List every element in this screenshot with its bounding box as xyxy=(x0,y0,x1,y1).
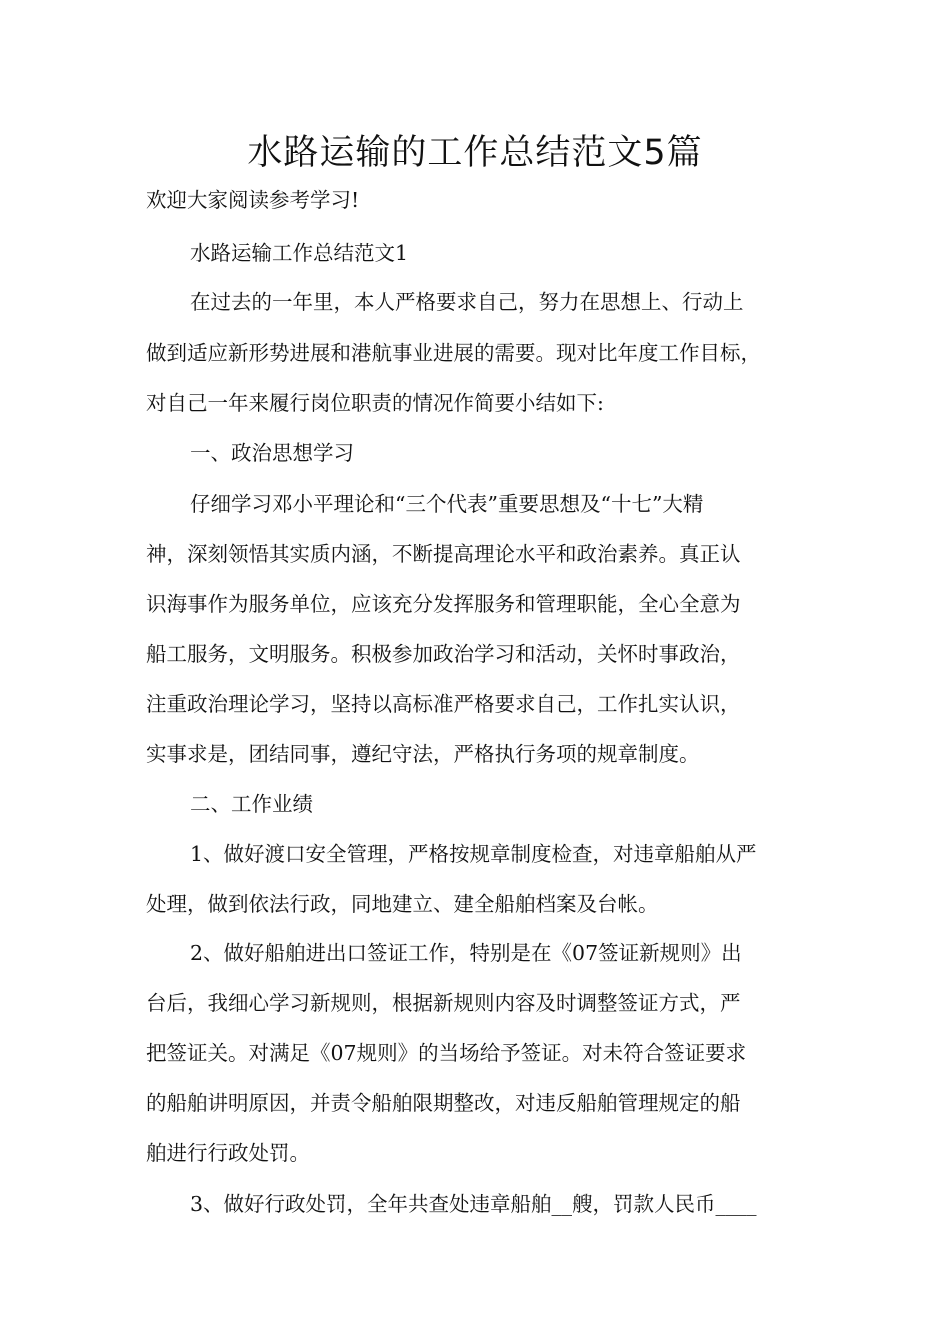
document-title: 水路运输的工作总结范文5篇 xyxy=(247,133,703,173)
paragraph-line: 在过去的一年里，本人严格要求自己，努力在思想上、行动上 xyxy=(190,290,744,314)
paragraph-line: 注重政治理论学习，坚持以高标准严格要求自己，工作扎实认识， xyxy=(146,692,741,716)
paragraph-line: 3、做好行政处罚，全年共查处违章船舶__艘，罚款人民币____ xyxy=(190,1192,757,1216)
paragraph-line: 1、做好渡口安全管理，严格按规章制度检查，对违章船舶从严 xyxy=(190,842,757,866)
heading-work-achievements: 二、工作业绩 xyxy=(190,792,313,816)
paragraph-line: 识海事作为服务单位，应该充分发挥服务和管理职能，全心全意为 xyxy=(146,592,741,616)
paragraph-line: 处理，做到依法行政，同地建立、建全船舶档案及台帐。 xyxy=(146,892,659,916)
section-title: 水路运输工作总结范文1 xyxy=(190,241,409,265)
greeting-text: 欢迎大家阅读参考学习! xyxy=(146,188,360,212)
paragraph-line: 做到适应新形势进展和港航事业进展的需要。现对比年度工作目标， xyxy=(146,341,761,365)
paragraph-line: 舶进行行政处罚。 xyxy=(146,1141,310,1165)
paragraph-line: 对自己一年来履行岗位职责的情况作简要小结如下: xyxy=(146,391,604,415)
heading-political-study: 一、政治思想学习 xyxy=(190,441,354,465)
paragraph-line: 2、做好船舶进出口签证工作，特别是在《07签证新规则》出 xyxy=(190,941,742,965)
paragraph-line: 仔细学习邓小平理论和“三个代表”重要思想及“十七”大精 xyxy=(190,492,704,516)
paragraph-line: 神，深刻领悟其实质内涵，不断提高理论水平和政治素养。真正认 xyxy=(146,542,741,566)
paragraph-line: 船工服务，文明服务。积极参加政治学习和活动，关怀时事政治， xyxy=(146,642,741,666)
paragraph-line: 把签证关。对满足《07规则》的当场给予签证。对未符合签证要求 xyxy=(146,1041,747,1065)
paragraph-line: 的船舶讲明原因，并责令船舶限期整改，对违反船舶管理规定的船 xyxy=(146,1091,741,1115)
paragraph-line: 台后，我细心学习新规则，根据新规则内容及时调整签证方式，严 xyxy=(146,991,741,1015)
paragraph-line: 实事求是，团结同事，遵纪守法，严格执行务项的规章制度。 xyxy=(146,742,700,766)
